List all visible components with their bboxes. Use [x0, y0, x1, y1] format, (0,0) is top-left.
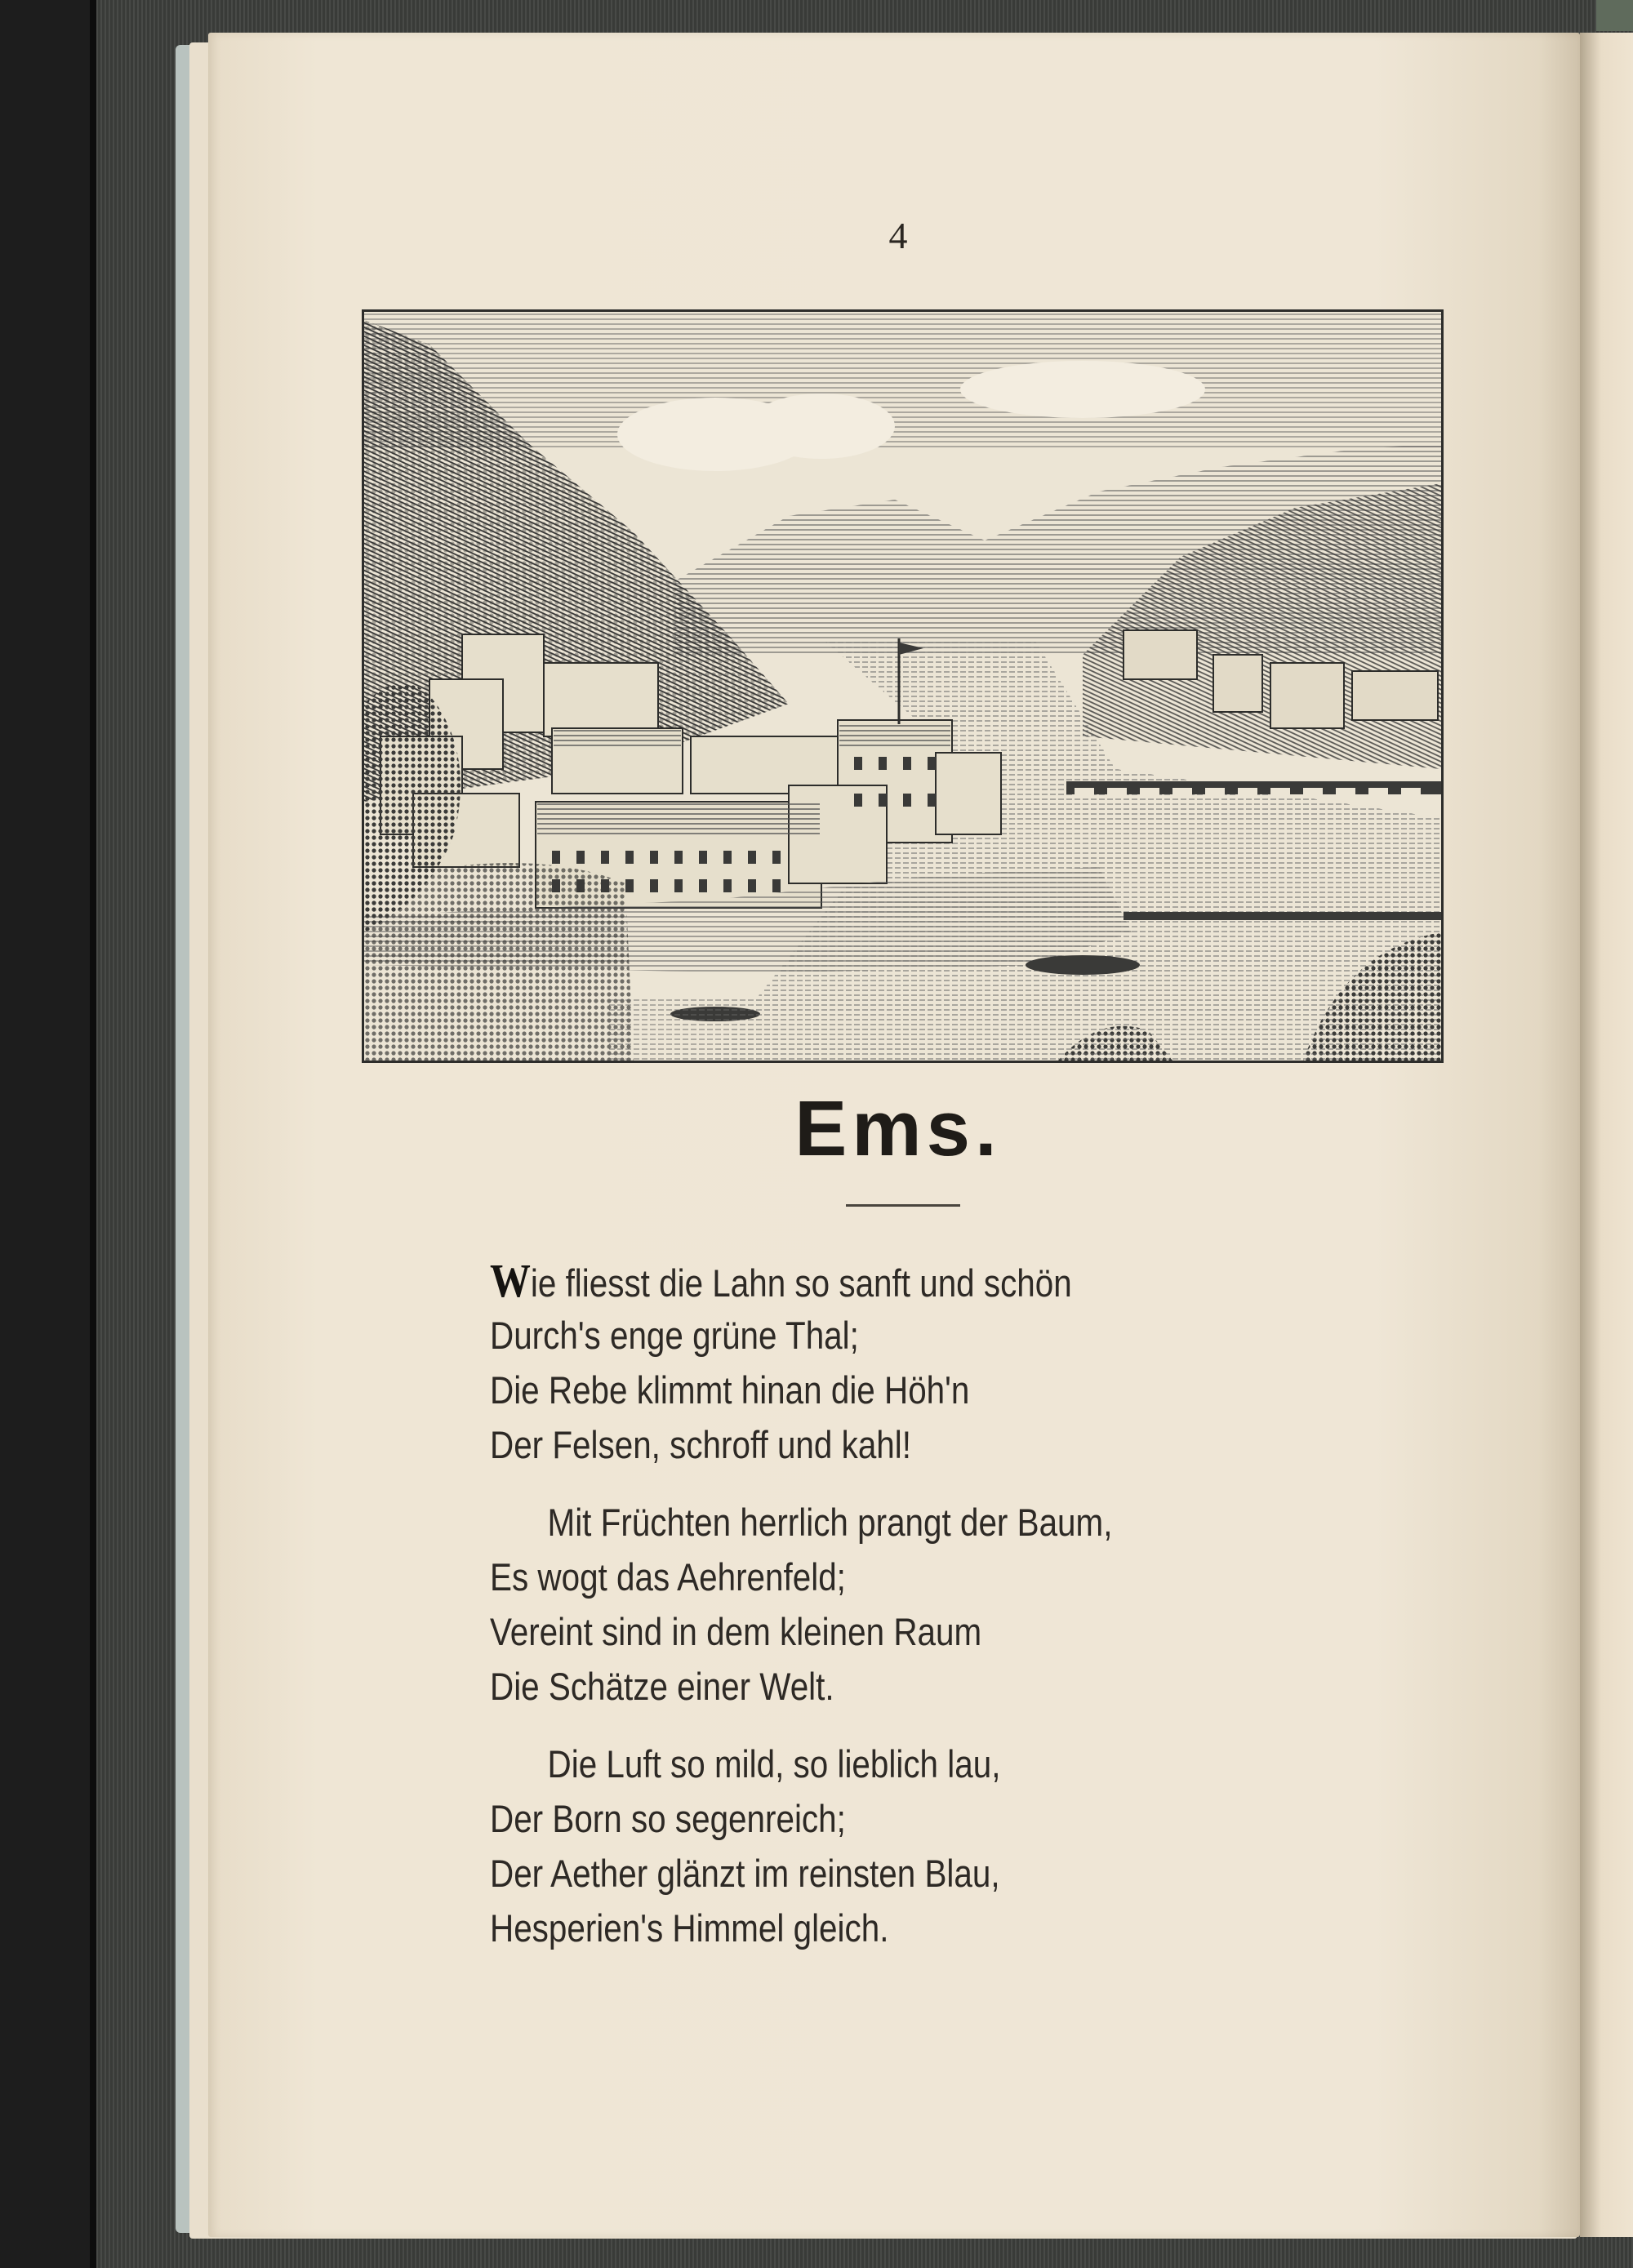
poem-line: Der Born so segenreich;	[490, 1797, 846, 1840]
poem-line: Hesperien's Himmel gleich.	[490, 1906, 889, 1950]
illustration-ems	[362, 309, 1444, 1063]
poem-line: Die Rebe klimmt hinan die Höh'n	[490, 1368, 970, 1412]
stanza-3	[490, 1737, 1262, 1955]
poem-line: Durch's enge grüne Thal;	[490, 1314, 859, 1357]
stanza-2	[490, 1495, 1262, 1714]
right-page-corner	[1596, 0, 1633, 31]
poem-line: Der Aether glänzt im reinsten Blau,	[490, 1852, 1000, 1895]
poem-line: Die Luft so mild, so lieblich lau,	[547, 1742, 1001, 1785]
poem-line: Der Felsen, schroff und kahl!	[490, 1423, 911, 1466]
poem-line: Es wogt das Aehrenfeld;	[490, 1555, 846, 1599]
poem-body	[490, 1253, 1262, 1978]
poem-title: Ems.	[794, 1085, 1002, 1172]
poem-line-text: ie fliesst die Lahn so sanft und schön	[530, 1261, 1072, 1305]
stanza-1	[490, 1253, 1262, 1472]
title-divider	[846, 1204, 960, 1207]
poem-line: Die Schätze einer Welt.	[490, 1665, 834, 1708]
drop-cap: W	[490, 1254, 531, 1307]
poem-line	[490, 1253, 1262, 1308]
poem-line: Vereint sind in dem kleinen Raum	[490, 1610, 982, 1653]
poem-line: Mit Früchten herrlich prangt der Baum,	[547, 1501, 1113, 1544]
page-number: 4	[888, 215, 908, 256]
right-page-edge	[1580, 33, 1633, 2237]
